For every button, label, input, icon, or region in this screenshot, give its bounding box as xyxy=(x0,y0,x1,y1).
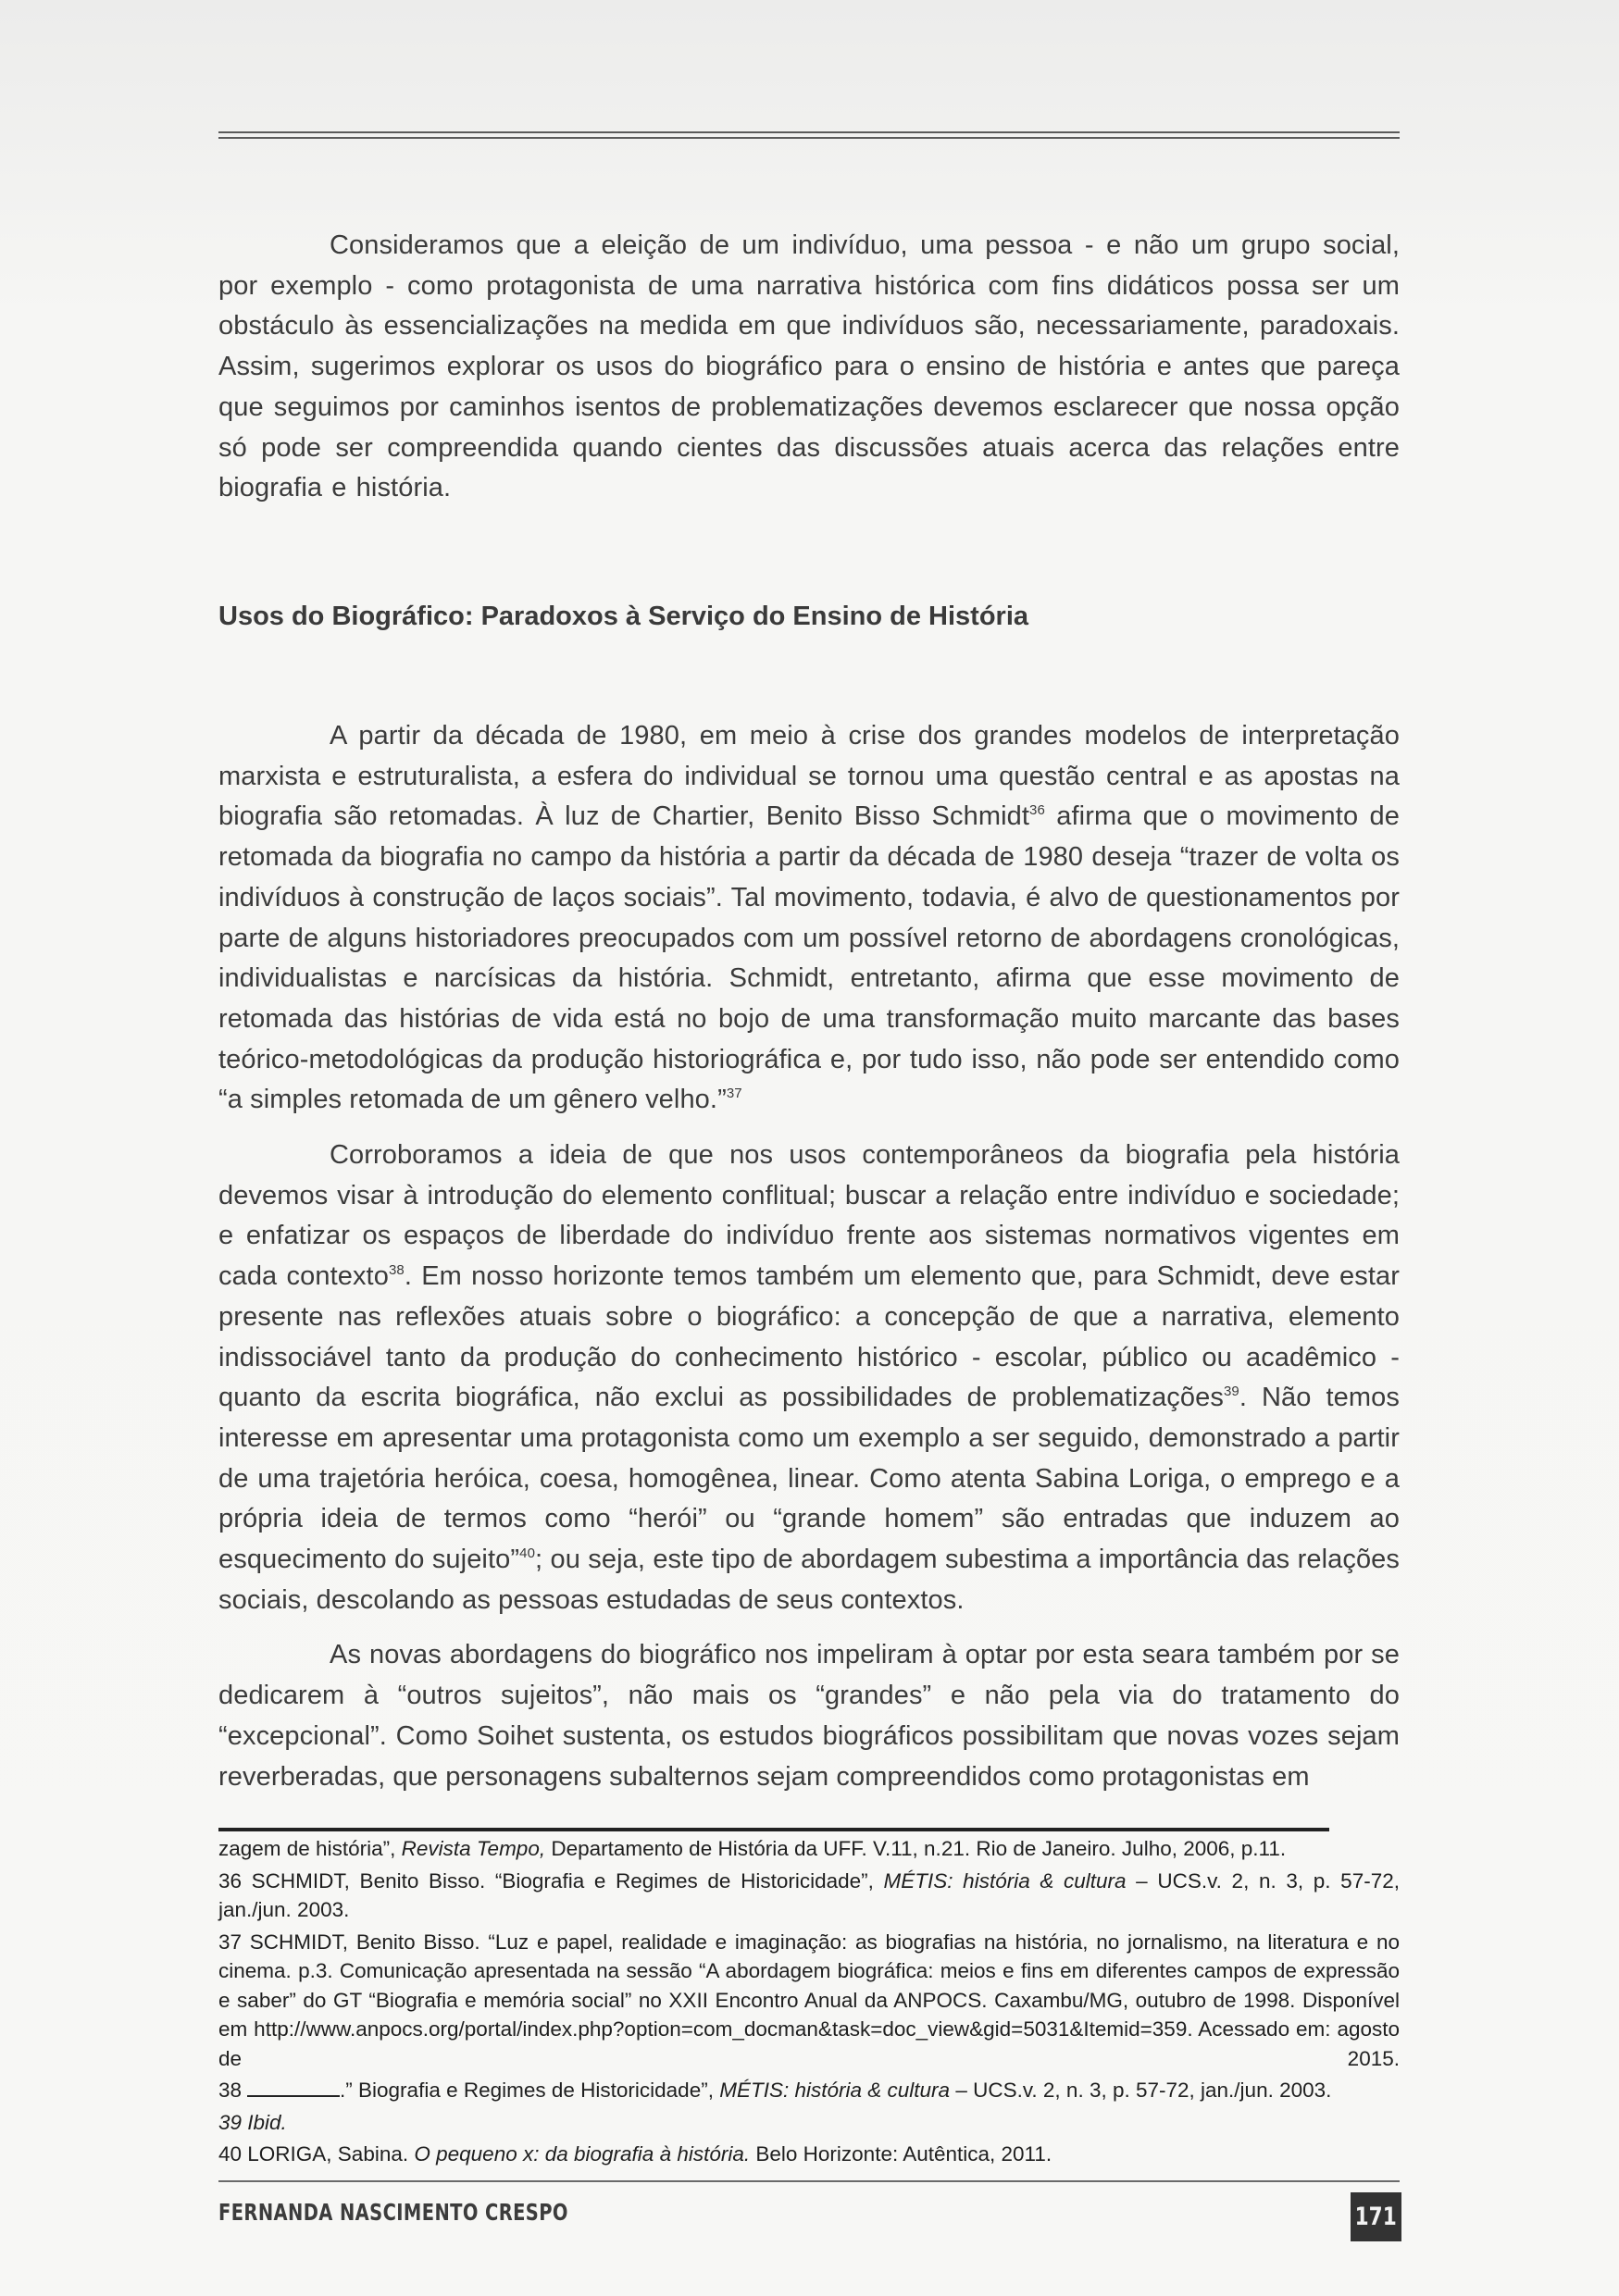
paragraph-1-text-b: afirma que o movimento de retomada da biografia no campo da história a partir da década de 1980 deseja “trazer de volta os indivíduos à construção de laços sociais”. Tal movimento, todavia, é alvo de questionamentos por parte de alguns historiadores preocupados com um possível retorno de abordagens cronológicas, individualistas e narcísicas da história. Schmidt, entretanto, afirma que esse movimento de retomada das histórias de vida está no bojo de uma transformação muito marcante das bases teórico-metodológicas da produção historiográfica e, por tudo isso, não pode ser entendido como “a simples retomada de um gênero velho.” xyxy=(218,801,1400,1115)
footnote-ref-36: 36 xyxy=(1029,802,1045,819)
footnote-40-book-title: O pequeno x: da biografia à história. xyxy=(414,2142,751,2166)
footnote-36 xyxy=(218,1867,1400,1925)
main-content xyxy=(218,226,1401,1792)
ditto-blank-line xyxy=(247,2079,340,2097)
footnote-continuation-journal: Revista Tempo, xyxy=(401,1837,546,1860)
footnote-38-number: 38 xyxy=(218,2079,243,2102)
page-number-badge xyxy=(1351,2192,1401,2241)
paragraph-1 xyxy=(218,716,1400,1121)
footnote-39-text: 39 Ibid. xyxy=(218,2110,287,2134)
paragraph-2-text-c: . Não temos interesse em apresentar uma protagonista como um exemplo a ser seguido, demonstrado a partir de uma trajetória heróica, coesa, homogênea, linear. Como atenta Sabina Loriga, o emprego e a própria ideia de termos como “herói” ou “grande homem” são entradas que induzem ao esquecimento do sujeito” xyxy=(218,1383,1400,1575)
paragraph-1-text-a: A partir da década de 1980, em meio à crise dos grandes modelos de interpretação marxista e estruturalista, a esfera do individual se tornou uma questão central e as apostas na biografia são retomadas. À luz de Chartier, Benito Bisso Schmidt xyxy=(218,721,1400,832)
footer-author-name: FERNANDA NASCIMENTO CRESPO xyxy=(218,2199,568,2226)
footnote-continuation-text-b: Departamento de História da UFF. V.11, n.21. Rio de Janeiro. Julho, 2006, p.11. xyxy=(545,1837,1287,1860)
paragraph-2 xyxy=(218,1136,1400,1620)
footnote-ref-39: 39 xyxy=(1223,1384,1239,1400)
paragraph-2-text-b: . Em nosso horizonte temos também um elemento que, para Schmidt, deve estar presente nas reflexões atuais sobre o biográfico: a concepção de que a narrativa, elemento indissociável tanto da produção do conhecimento histórico - escolar, público ou acadêmico - quanto da escrita biográfica, não exclui as possibilidades de problematizações xyxy=(218,1261,1400,1413)
footnote-ref-40: 40 xyxy=(519,1545,536,1562)
footnote-36-journal: MÉTIS: história & cultura xyxy=(883,1868,1127,1893)
footnote-38-journal: MÉTIS: história & cultura xyxy=(719,2079,951,2102)
footnote-continuation-text-a: zagem de história”, xyxy=(218,1837,402,1860)
footnote-36-text-a: 36 SCHMIDT, Benito Bisso. “Biografia e Regimes de Historicidade”, xyxy=(218,1868,884,1893)
paragraph-2-text-d: ; ou seja, este tipo de abordagem subestima a importância das relações sociais, descolando as pessoas estudadas de seus contextos. xyxy=(218,1545,1401,1615)
footnote-38-text-b: – UCS.v. 2, n. 3, p. 57-72, jan./jun. 2003. xyxy=(950,2079,1332,2102)
footnote-38-text-a: .” Biografia e Regimes de Historicidade”, xyxy=(340,2079,720,2102)
page-number: 171 xyxy=(1354,2203,1398,2231)
paragraph-2-text-a: Corroboramos a ideia de que nos usos contemporâneos da biografia pela história devemos visar à introdução do elemento conflitual; buscar a relação entre indivíduo e sociedade; e enfatizar os espaços de liberdade do indivíduo frente aos sistemas normativos vigentes em cada contexto xyxy=(218,1140,1400,1292)
footnotes xyxy=(218,1834,1400,2172)
footnote-ref-37: 37 xyxy=(726,1086,742,1102)
footnote-36-text-b: – UCS.v. 2, n. 3, p. 57-72, jan./jun. 2003. xyxy=(218,1868,1400,1921)
footnote-38 xyxy=(218,2076,1400,2105)
footnote-40-text-b: Belo Horizonte: Autêntica, 2011. xyxy=(750,2142,1052,2166)
section-heading: Usos do Biográfico: Paradoxos à Serviço do Ensino de História xyxy=(218,602,1029,631)
paragraph-3: As novas abordagens do biográfico nos impeliram à optar por esta seara também por se dedicarem à “outros sujeitos”, não mais os “grandes” e não pela via do tratamento do “excepcional”. Como Soihet sustenta, os estudos biográficos possibilitam que novas vozes sejam reverberadas, que personagens subalternos sejam compreendidos como protagonistas em xyxy=(218,1640,1400,1792)
footnote-37: 37 SCHMIDT, Benito Bisso. “Luz e papel, realidade e imaginação: as biografias na história, no jornalismo, na literatura e no cinema. p.3. Comunicação apresentada na sessão “A abordagem biográfica: meios e fins em diferentes campos de expressão e saber” do GT “Biografia e memória social” no XXII Encontro Anual da ANPOCS. Caxambu/MG, outubro de 1998. Disponível em http://www.anpocs.org/portal/index.php?option=com_docman&task=doc_view&gid=5031&Itemid=359. Acessado em: agosto de 2015. xyxy=(218,1930,1400,2070)
footnote-39 xyxy=(218,2108,1400,2138)
section-body xyxy=(218,716,1400,1797)
footnote-separator xyxy=(218,1828,1329,1831)
header-double-rule xyxy=(218,131,1400,139)
footnote-continuation xyxy=(218,1834,1400,1864)
footnote-40 xyxy=(218,2140,1400,2169)
footnote-40-text-a: 40 LORIGA, Sabina. xyxy=(218,2142,415,2166)
intro-paragraph: Consideramos que a eleição de um indivíduo, uma pessoa - e não um grupo social, por exemplo - como protagonista de uma narrativa histórica com fins didáticos possa ser um obstáculo às essencializações na medida em que indivíduos são, necessariamente, paradoxais. Assim, sugerimos explorar os usos do biográfico para o ensino de história e antes que pareça que seguimos por caminhos isentos de problematizações devemos esclarecer que nossa opção só pode ser compreendida quando cientes das discussões atuais acerca das relações entre biografia e história. xyxy=(218,230,1400,503)
footer-rule xyxy=(218,2180,1400,2182)
footnote-ref-38: 38 xyxy=(388,1262,405,1279)
